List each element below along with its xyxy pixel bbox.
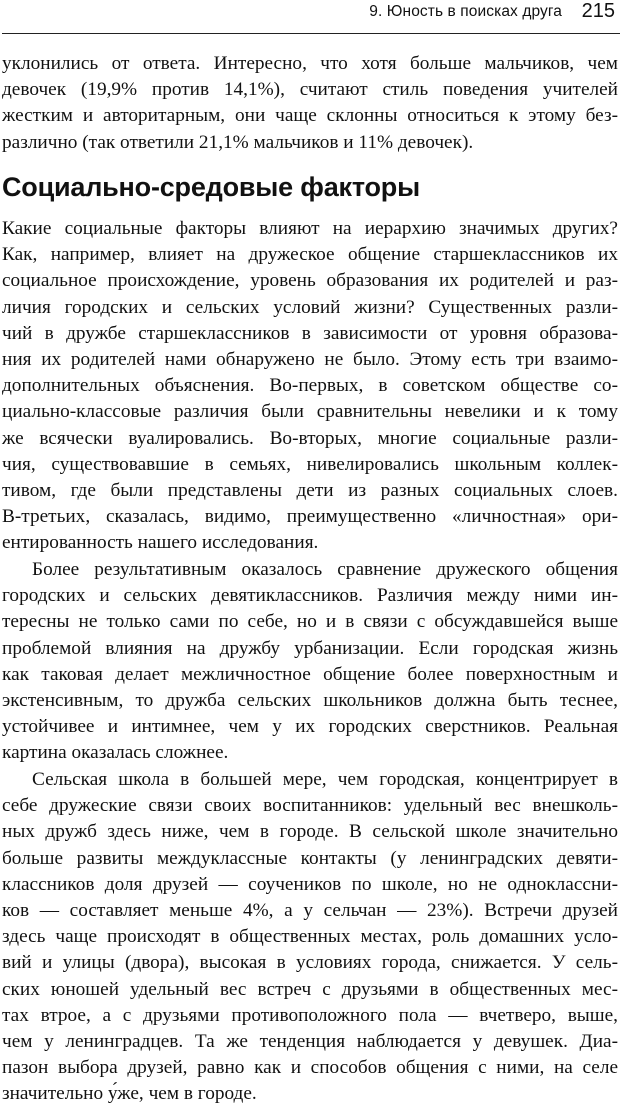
text-line: социальное происхождение, уровень образования их родителей и раз- [2, 270, 618, 292]
text-line: ентированность нашего исследования. [2, 532, 319, 554]
text-line: городских и сельских девятиклассников. Различия между ними ин- [2, 585, 618, 607]
text-line: же всячески вуалировались. Во-вторых, многие социальные разли- [2, 427, 618, 449]
page-number: 215 [581, 0, 615, 22]
text-line: устойчивее и интимнее, чем у их городских сверстников. Реальная [2, 716, 618, 738]
text-line: классников доля друзей — соучеников по школе, но не одноклассни- [2, 873, 618, 895]
text-line: пазон выбора друзей, равно как и способов общения с ними, на селе [2, 1057, 618, 1079]
text-line: тересны не только сами по себе, но и в связи с обсуждавшейся выше [2, 611, 618, 633]
text-line: жестким и авторитарным, они чаще склонны относиться к этому без- [2, 105, 618, 127]
text-line: ных дружб здесь ниже, чем в городе. В сельской школе значительно [2, 821, 618, 843]
text-line: девочек (19,9% против 14,1%), считают стиль поведения учителей [2, 79, 618, 101]
text-line: тах втрое, а с друзьями противоположного пола — вчетверо, выше, [2, 1004, 618, 1026]
paragraph-3 [2, 767, 618, 1108]
intro-paragraph [2, 51, 618, 156]
text-line: Какие социальные факторы влияют на иерархию значимых других? [2, 218, 618, 239]
text-line: уклонились от ответа. Интересно, что хотя больше мальчиков, чем [2, 53, 618, 74]
text-line: вий и улицы (двора), высокая в условиях города, снижается. У сель- [2, 952, 618, 974]
text-line: больше развиты междуклассные контакты (у ленинградских девяти- [2, 847, 618, 869]
text-line: В-третьих, сказалась, видимо, преимущественно «личностная» ори- [2, 506, 618, 528]
paragraph-2 [2, 557, 618, 767]
header-rule [2, 33, 620, 34]
text-line: как таковая делает межличностное общение более поверхностным и [2, 663, 618, 685]
text-line: циально-классовые различия были сравнительны невелики и к тому [2, 401, 618, 423]
text-line: тивом, где были представлены дети из разных социальных слоев. [2, 480, 618, 502]
text-line: себе дружеские связи своих воспитанников: удельный вес внешколь- [2, 795, 618, 817]
text-line: Более результативным оказалось сравнение дружеского общения [32, 559, 618, 580]
text-line: экстенсивным, то дружба сельских школьников должна быть теснее, [2, 690, 618, 712]
text-line: чия, существовавшие в семьях, нивелировались школьным коллек- [2, 453, 618, 475]
text-line: Сельская школа в большей мере, чем городская, концентрирует в [32, 769, 618, 790]
text-line: ских юношей удельный вес встреч с друзьями в общественных мес- [2, 978, 618, 1000]
section-heading: Социально-средовые факторы [2, 172, 420, 202]
text-line: дополнительных объяснения. Во-первых, в советском обществе со- [2, 375, 618, 397]
text-line: здесь чаще происходят в общественных местах, роль домашних усло- [2, 926, 618, 948]
text-line: ния их родителей нами обнаружено не было. Этому есть три взаимо- [2, 349, 618, 371]
text-line: значительно у́же, чем в городе. [2, 1083, 257, 1105]
paragraph-1 [2, 216, 618, 557]
text-line: ков — составляет меньше 4%, а у сельчан — 23%). Встречи друзей [2, 900, 618, 922]
text-line: личия городских и сельских условий жизни? Существенных разли- [2, 296, 618, 318]
text-line: чий в дружбе старшеклассников в зависимости от уровня образова- [2, 322, 618, 344]
text-line: чем у ленинградцев. Та же тенденция наблюдается у девушек. Диа- [2, 1031, 618, 1053]
page-header [0, 0, 620, 36]
text-line: картина оказалась сложнее. [2, 742, 229, 764]
text-line: различно (так ответили 21,1% мальчиков и 11% девочек). [2, 131, 474, 153]
text-line: Как, например, влияет на дружеское общение старшеклассников их [2, 244, 618, 266]
text-line: проблемой влияния на дружбу урбанизации. Если городская жизнь [2, 637, 618, 659]
running-head: 9. Юность в поисках друга [369, 3, 562, 20]
